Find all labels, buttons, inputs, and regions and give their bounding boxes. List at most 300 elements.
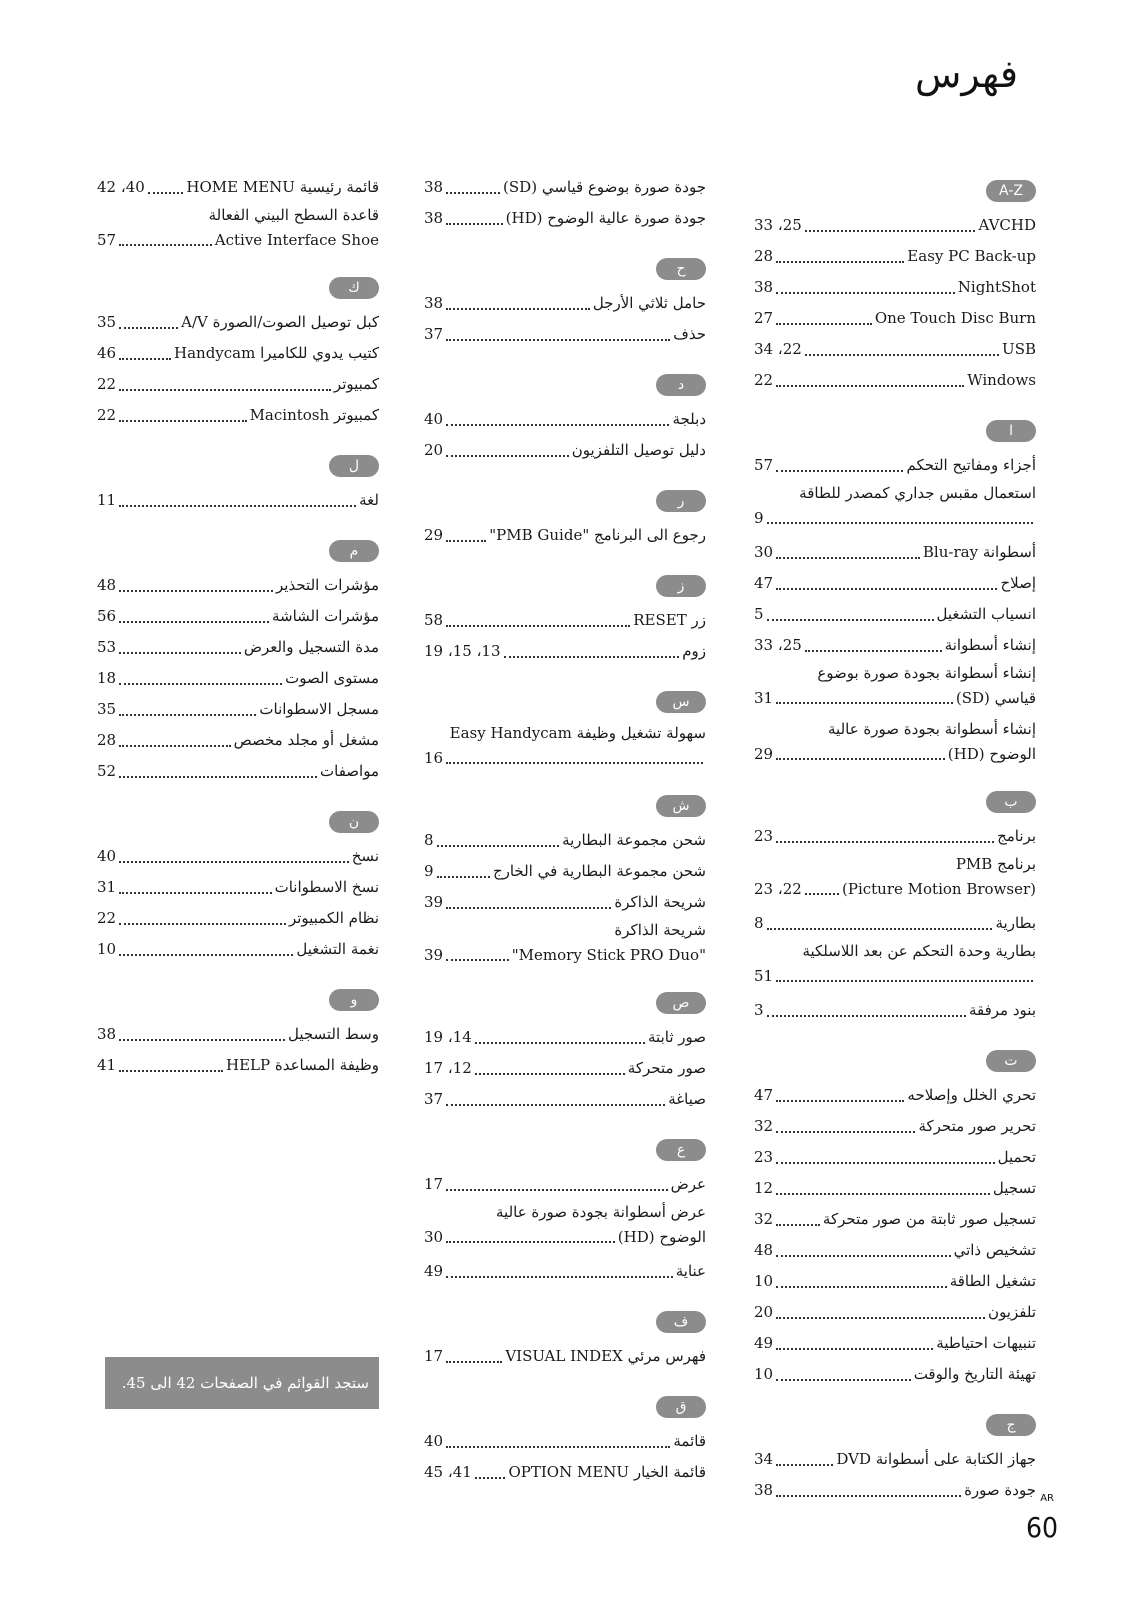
index-entry [424, 1053, 706, 1084]
index-entry [424, 520, 706, 551]
entry-term-line1: شريحة الذاكرة [614, 921, 706, 939]
index-entry [97, 400, 379, 431]
entry-pages: 40، 42 [97, 178, 145, 196]
index-section [754, 791, 1036, 1026]
dot-leader [446, 1104, 665, 1106]
entry-pages: 17 [424, 1175, 444, 1193]
index-section [424, 258, 706, 350]
dot-leader [776, 980, 1033, 982]
index-entry [754, 1173, 1036, 1204]
section-letter-badge: ج [986, 1414, 1036, 1436]
dot-leader [119, 652, 241, 654]
dot-leader [805, 354, 999, 356]
entry-term: حامل ثلاثي الأرجل [592, 294, 706, 312]
entry-pages: 22 [754, 371, 774, 389]
entry-pages: 34 [754, 1450, 774, 1468]
menus-note: ستجد القوائم في الصفحات 42 الى 45. [105, 1357, 379, 1409]
index-entry [424, 1084, 706, 1115]
index-section [424, 795, 706, 968]
dot-leader [776, 758, 945, 760]
entry-term-line1: استعمال مقبس جداري كمصدر للطاقة [799, 484, 1036, 502]
entry-pages: 13، 15، 19 [424, 642, 501, 660]
entry-term: تلفزيون [988, 1303, 1036, 1321]
dot-leader [776, 1193, 990, 1195]
entry-pages: 22، 34 [754, 340, 802, 358]
entry-term: كمبيوتر [333, 375, 379, 393]
index-entry [754, 852, 1036, 902]
entry-pages: 40 [424, 1432, 444, 1450]
index-entry [424, 1256, 706, 1287]
entry-pages: 38 [424, 209, 444, 227]
dot-leader [776, 1495, 961, 1497]
entry-term: NightShot [957, 278, 1036, 296]
section-letter-badge: ح [656, 258, 706, 280]
index-section [97, 540, 379, 787]
section-letter-badge: ق [656, 1396, 706, 1418]
entry-term: جهاز الكتابة على أسطوانة DVD [836, 1450, 1036, 1468]
section-letter-badge: ش [656, 795, 706, 817]
entry-pages: 12، 17 [424, 1059, 472, 1077]
entry-pages: 5 [754, 605, 764, 623]
entry-pages: 17 [424, 1347, 444, 1365]
entry-term: أسطوانة Blu-ray [922, 543, 1036, 561]
page-title: فهرس [914, 52, 1018, 96]
dot-leader [119, 505, 356, 507]
index-entry [424, 203, 706, 234]
dot-leader [119, 954, 293, 956]
entry-term: كتيب يدوي للكاميرا Handycam [174, 344, 379, 362]
dot-leader [776, 1162, 994, 1164]
entry-pages: 9 [754, 509, 764, 527]
entry-pages: 38 [424, 178, 444, 196]
index-section [424, 992, 706, 1115]
entry-pages: 27 [754, 309, 774, 327]
entry-pages: 35 [97, 700, 117, 718]
index-column-1 [754, 172, 1036, 1530]
entry-term-cont: قياسي (SD) [955, 689, 1036, 707]
entry-pages: 18 [97, 669, 117, 687]
entry-term: فهرس مرئي VISUAL INDEX [505, 1347, 706, 1365]
entry-pages: 28 [97, 731, 117, 749]
entry-pages: 47 [754, 1086, 774, 1104]
entry-term: نسخ الاسطوانات [274, 878, 379, 896]
entry-pages: 35 [97, 313, 117, 331]
entry-term: صور ثابتة [648, 1028, 706, 1046]
entry-term: بطارية [995, 914, 1036, 932]
entry-pages: 40 [97, 847, 117, 865]
entry-pages: 57 [97, 231, 117, 249]
entry-pages: 49 [754, 1334, 774, 1352]
entry-term-line2 [754, 964, 1036, 989]
entry-pages: 38 [97, 1025, 117, 1043]
entry-pages: 30 [754, 543, 774, 561]
entry-pages: 22 [97, 406, 117, 424]
index-entry [754, 599, 1036, 630]
index-entry [97, 694, 379, 725]
entry-pages: 22، 23 [754, 880, 802, 898]
entry-pages: 20 [754, 1303, 774, 1321]
entry-term: تحري الخلل وإصلاحه [907, 1086, 1036, 1104]
entry-term: One Touch Disc Burn [874, 309, 1036, 327]
entry-term-line1: عرض أسطوانة بجودة صورة عالية [496, 1203, 706, 1221]
dot-leader [776, 557, 920, 559]
index-entry [97, 632, 379, 663]
index-entry [97, 338, 379, 369]
index-entry [754, 821, 1036, 852]
entry-term: نظام الكمبيوتر [288, 909, 379, 927]
entry-term: كمبيوتر Macintosh [249, 406, 379, 424]
entry-pages: 30 [424, 1228, 444, 1246]
entry-term-line2 [754, 742, 1036, 767]
entry-term: تنبيهات احتياطية [936, 1334, 1036, 1352]
entry-term: مشغل أو مجلد مخصص [233, 731, 379, 749]
index-section [424, 172, 706, 234]
entry-term-line2 [754, 877, 1036, 902]
index-section [97, 172, 379, 253]
dot-leader [767, 1015, 966, 1017]
dot-leader [475, 1073, 625, 1075]
entry-term: شريحة الذاكرة [614, 893, 706, 911]
entry-term: قائمة رئيسية HOME MENU [186, 178, 379, 196]
dot-leader [119, 420, 246, 422]
index-entry [97, 903, 379, 934]
index-entry [97, 663, 379, 694]
section-letter-badge: ل [329, 455, 379, 477]
dot-leader [446, 1361, 502, 1363]
dot-leader [446, 339, 670, 341]
entry-pages: 10 [754, 1272, 774, 1290]
entry-term: تشخيص ذاتي [953, 1241, 1036, 1259]
dot-leader [776, 1255, 950, 1257]
index-entry [424, 288, 706, 319]
dot-leader [446, 625, 630, 627]
index-entry [754, 661, 1036, 711]
index-entry [97, 485, 379, 516]
section-letter-badge: ا [986, 420, 1036, 442]
dot-leader [446, 223, 503, 225]
section-letter-badge: ك [329, 277, 379, 299]
index-entry [754, 1142, 1036, 1173]
index-entry [754, 303, 1036, 334]
dot-leader [119, 923, 286, 925]
index-entry [424, 636, 706, 667]
dot-leader [504, 656, 680, 658]
section-letter-badge: ع [656, 1139, 706, 1161]
entry-pages: 23 [754, 827, 774, 845]
entry-term: إصلاح [1000, 574, 1036, 592]
dot-leader [446, 308, 590, 310]
dot-leader [776, 702, 953, 704]
dot-leader [475, 1477, 506, 1479]
dot-leader [776, 1379, 911, 1381]
index-entry [754, 1204, 1036, 1235]
dot-leader [767, 522, 1033, 524]
entry-pages: 9 [424, 862, 434, 880]
page-number: 60 [1025, 1511, 1058, 1544]
dot-leader [446, 1276, 673, 1278]
index-entry [97, 725, 379, 756]
entry-pages: 32 [754, 1210, 774, 1228]
entry-pages: 58 [424, 611, 444, 629]
index-section [754, 420, 1036, 767]
index-entry [754, 1328, 1036, 1359]
entry-term-cont: Active Interface Shoe [214, 231, 379, 249]
section-letter-badge: ت [986, 1050, 1036, 1072]
dot-leader [446, 959, 509, 961]
entry-pages: 56 [97, 607, 117, 625]
section-letter-badge: ب [986, 791, 1036, 813]
entry-term: كبل توصيل الصوت/الصورة A/V [181, 313, 379, 331]
dot-leader [767, 928, 993, 930]
entry-term: زر RESET [633, 611, 706, 629]
language-code: AR [1040, 1493, 1054, 1504]
entry-pages: 41 [97, 1056, 117, 1074]
entry-pages: 29 [424, 526, 444, 544]
dot-leader [446, 1241, 615, 1243]
entry-pages: 25، 33 [754, 216, 802, 234]
entry-pages: 48 [97, 576, 117, 594]
entry-pages: 28 [754, 247, 774, 265]
index-entry [754, 995, 1036, 1026]
dot-leader [119, 1039, 285, 1041]
entry-pages: 12 [754, 1179, 774, 1197]
dot-leader [805, 230, 976, 232]
index-entry [97, 934, 379, 965]
section-letter-badge: ر [656, 490, 706, 512]
entry-term: وسط التسجيل [287, 1025, 379, 1043]
index-entry [97, 172, 379, 203]
entry-term: تسجيل [992, 1179, 1036, 1197]
entry-term: إنشاء أسطوانة [944, 636, 1036, 654]
index-entry [424, 918, 706, 968]
entry-term: مؤشرات التحذير [276, 576, 379, 594]
index-entry [754, 1235, 1036, 1266]
entry-term-line2 [754, 686, 1036, 711]
index-entry [754, 1266, 1036, 1297]
dot-leader [805, 650, 942, 652]
dot-leader [119, 714, 256, 716]
index-section [424, 691, 706, 771]
entry-pages: 49 [424, 1262, 444, 1280]
entry-term: Easy PC Back-up [907, 247, 1036, 265]
entry-pages: 46 [97, 344, 117, 362]
index-section [97, 811, 379, 965]
index-section [424, 1396, 706, 1488]
index-entry [424, 721, 706, 771]
index-section [424, 490, 706, 551]
entry-pages: 14، 19 [424, 1028, 472, 1046]
entry-term-line1: برنامج PMB [955, 855, 1036, 873]
dot-leader [119, 683, 282, 685]
index-entry [424, 825, 706, 856]
entry-term: تحميل [997, 1148, 1036, 1166]
dot-leader [446, 1189, 668, 1191]
entry-term: Windows [967, 371, 1036, 389]
index-entry [424, 1457, 706, 1488]
entry-term: رجوع الى البرنامج "PMB Guide" [489, 526, 706, 544]
dot-leader [776, 323, 872, 325]
entry-term-line1: بطارية وحدة التحكم عن بعد اللاسلكية [802, 942, 1036, 960]
entry-term: نسخ [351, 847, 379, 865]
dot-leader [119, 389, 331, 391]
entry-term: أجزاء ومفاتيح التحكم [906, 456, 1036, 474]
index-entry [424, 1169, 706, 1200]
entry-term: مواصفات [320, 762, 379, 780]
entry-term: قائمة [673, 1432, 706, 1450]
dot-leader [119, 892, 272, 894]
entry-pages: 23 [754, 1148, 774, 1166]
entry-pages: 29 [754, 745, 774, 763]
index-entry [97, 841, 379, 872]
index-entry [754, 537, 1036, 568]
entry-pages: 40 [424, 410, 444, 428]
dot-leader [776, 292, 955, 294]
index-entry [424, 172, 706, 203]
dot-leader [776, 261, 904, 263]
index-entry [754, 1444, 1036, 1475]
dot-leader [776, 470, 903, 472]
index-entry [754, 334, 1036, 365]
index-section [754, 1050, 1036, 1390]
entry-pages: 3 [754, 1001, 764, 1019]
index-entry [754, 450, 1036, 481]
entry-term-line2 [97, 228, 379, 253]
index-entry [97, 872, 379, 903]
dot-leader [776, 588, 997, 590]
index-entry [424, 856, 706, 887]
entry-term: حذف [673, 325, 706, 343]
index-section [424, 374, 706, 466]
entry-term: نغمة التشغيل [296, 940, 379, 958]
entry-term: مسجل الاسطوانات [259, 700, 379, 718]
dot-leader [446, 424, 669, 426]
dot-leader [776, 1317, 985, 1319]
entry-pages: 38 [424, 294, 444, 312]
index-entry [97, 570, 379, 601]
entry-pages: 53 [97, 638, 117, 656]
entry-pages: 52 [97, 762, 117, 780]
entry-term-line2 [754, 506, 1036, 531]
entry-term: عرض [670, 1175, 706, 1193]
index-entry [754, 241, 1036, 272]
dot-leader [119, 1070, 223, 1072]
entry-pages: 39 [424, 893, 444, 911]
entry-term: قائمة الخيار OPTION MENU [508, 1463, 706, 1481]
entry-term: USB [1002, 340, 1036, 358]
entry-term: مستوى الصوت [285, 669, 379, 687]
entry-term: مدة التسجيل والعرض [243, 638, 379, 656]
entry-term: شحن مجموعة البطارية في الخارج [492, 862, 706, 880]
entry-term: تحرير صور متحركة [918, 1117, 1036, 1135]
index-entry [424, 887, 706, 918]
index-entry [424, 1341, 706, 1372]
entry-term-cont: الوضوح (HD) [617, 1228, 706, 1246]
entry-term: صياغة [668, 1090, 706, 1108]
dot-leader [776, 1464, 833, 1466]
section-letter-badge: ز [656, 575, 706, 597]
index-entry [754, 1297, 1036, 1328]
entry-term-line2 [424, 1225, 706, 1250]
index-section [97, 989, 379, 1081]
section-letter-badge: ن [329, 811, 379, 833]
dot-leader [776, 841, 994, 843]
index-entry [97, 307, 379, 338]
dot-leader [767, 619, 934, 621]
index-entry [754, 717, 1036, 767]
entry-pages: 37 [424, 1090, 444, 1108]
entry-pages: 31 [97, 878, 117, 896]
entry-pages: 16 [424, 749, 444, 767]
entry-term-line1: إنشاء أسطوانة بجودة صورة بوضوع [817, 664, 1036, 682]
entry-pages: 41، 45 [424, 1463, 472, 1481]
dot-leader [446, 907, 611, 909]
section-letter-badge: A-Z [986, 180, 1036, 202]
dot-leader [119, 358, 171, 360]
dot-leader [776, 1286, 947, 1288]
index-entry [754, 365, 1036, 396]
index-column-3 [97, 172, 379, 1105]
entry-pages: 51 [754, 967, 774, 985]
index-entry [754, 908, 1036, 939]
entry-pages: 22 [97, 375, 117, 393]
index-entry [97, 601, 379, 632]
index-entry [424, 1200, 706, 1250]
index-entry [97, 369, 379, 400]
entry-term: دليل توصيل التلفزيون [571, 441, 706, 459]
dot-leader [776, 1100, 904, 1102]
entry-pages: 38 [754, 1481, 774, 1499]
entry-term: مؤشرات الشاشة [272, 607, 379, 625]
dot-leader [119, 621, 269, 623]
index-entry [424, 404, 706, 435]
entry-term: بنود مرفقة [968, 1001, 1036, 1019]
index-entry [754, 1111, 1036, 1142]
dot-leader [119, 745, 231, 747]
dot-leader [776, 385, 964, 387]
index-entry [424, 319, 706, 350]
index-section [424, 1311, 706, 1372]
section-letter-badge: ص [656, 992, 706, 1014]
entry-term: تهيئة التاريخ والوقت [913, 1365, 1036, 1383]
entry-term: انسياب التشغيل [936, 605, 1036, 623]
section-letter-badge: د [656, 374, 706, 396]
dot-leader [446, 540, 486, 542]
entry-pages: 10 [97, 940, 117, 958]
entry-term: جودة صورة بوضوع قياسي (SD) [503, 178, 706, 196]
entry-term: جودة صورة [964, 1481, 1036, 1499]
index-entry [754, 630, 1036, 661]
entry-term-cont: "Memory Stick PRO Duo" [511, 946, 706, 964]
entry-pages: 31 [754, 689, 774, 707]
dot-leader [776, 1131, 915, 1133]
index-entry [754, 210, 1036, 241]
dot-leader [119, 244, 212, 246]
entry-term: لغة [359, 491, 379, 509]
index-entry [754, 568, 1036, 599]
dot-leader [119, 327, 178, 329]
section-letter-badge: س [656, 691, 706, 713]
entry-term-cont: (Picture Motion Browser) [842, 880, 1036, 898]
entry-term: AVCHD [978, 216, 1036, 234]
entry-term: وظيفة المساعدة HELP [225, 1056, 379, 1074]
dot-leader [446, 762, 703, 764]
dot-leader [148, 192, 184, 194]
dot-leader [776, 1224, 820, 1226]
index-entry [754, 272, 1036, 303]
entry-pages: 47 [754, 574, 774, 592]
index-entry [754, 1475, 1036, 1506]
entry-pages: 8 [424, 831, 434, 849]
